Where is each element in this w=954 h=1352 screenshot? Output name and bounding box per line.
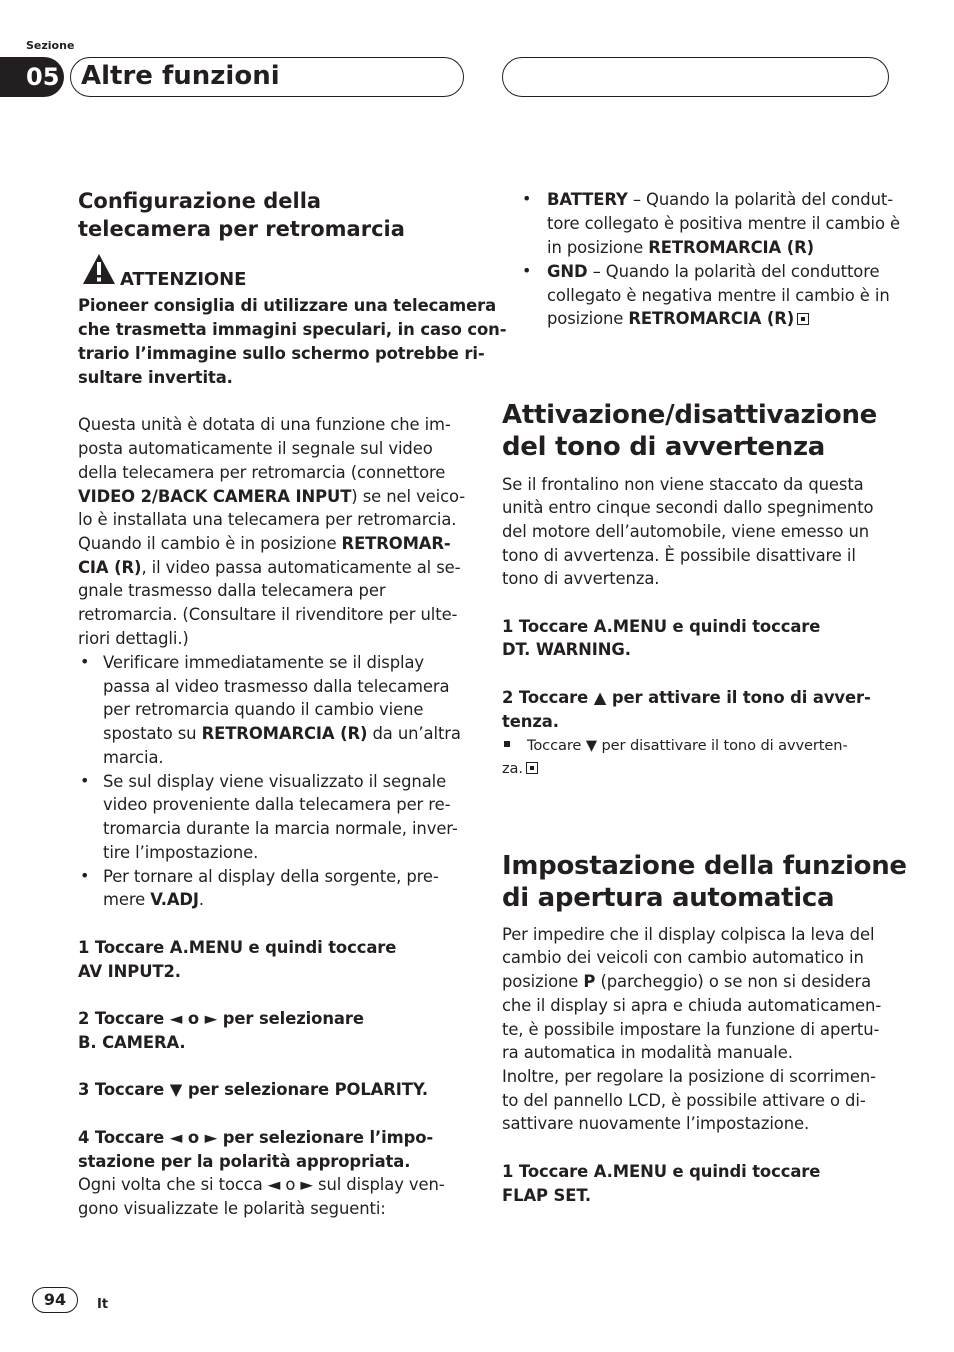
tone-step-2-line1: 2 Toccare ▲ per attivare il tono di avver- [502,688,871,707]
intro-line: della telecamera per retromarcia (connettore [78,463,446,482]
bullet-dot: • [80,771,90,790]
intro-line [78,485,465,509]
step-4-body: Ogni volta che si tocca ◄ o ► sul display ven- [78,1175,445,1194]
bullet-line: Se sul display viene visualizzato il segnale [103,772,447,791]
flap-line: te, è possibile impostare la funzione di apertu- [502,1020,880,1039]
section-title-box-empty [502,57,889,97]
intro-text: , il video passa automaticamente al se- [141,558,461,577]
gnd-line: collegato è negativa mentre il cambio è in [547,286,890,305]
step-2-line1: 2 Toccare ◄ o ► per selezionare [78,1009,364,1028]
section-number: 05 [0,57,64,97]
tone-line: del motore dell’automobile, viene emesso un [502,522,870,541]
flap-text: posizione [502,972,584,991]
tone-note-line: Toccare ▼ per disattivare il tono di avverten- [527,737,848,754]
warning-icon [82,253,116,285]
intro-text: ) se nel veico- [351,487,466,506]
gear-name: RETROMARCIA (R) [648,238,815,257]
flap-step-1-line1: 1 Toccare A.MENU e quindi toccare [502,1162,821,1181]
bullet-dot: • [522,261,532,280]
step-1-line1: 1 Toccare A.MENU e quindi toccare [78,938,397,957]
page-number: 94 [32,1287,78,1313]
intro-line: retromarcia. (Consultare il rivenditore per ulte- [78,605,458,624]
bullet-text: spostato su [103,724,202,743]
caution-line-4: sultare invertita. [78,368,233,387]
bullet-dot: • [80,652,90,671]
left-heading-line2: telecamera per retromarcia [78,217,405,241]
tone-step-1-line1: 1 Toccare A.MENU e quindi toccare [502,617,821,636]
bullet-line: per retromarcia quando il cambio viene [103,700,424,719]
flap-heading-line1: Impostazione della funzione [502,851,907,881]
bullet-text: . [198,890,205,909]
gear-name: RETROMARCIA (R) [201,724,368,743]
battery-text: – Quando la polarità del condut- [627,190,894,209]
intro-line [78,532,451,556]
intro-line: gnale trasmesso dalla telecamera per [78,581,386,600]
bullet-line [103,888,204,912]
tone-line: Se il frontalino non viene staccato da questa [502,475,864,494]
bullet-line: Per tornare al display della sorgente, pre- [103,867,439,886]
bullet-dot: • [80,866,90,885]
bullet-line: Verificare immediatamente se il display [103,653,425,672]
gear-name: P [583,972,596,991]
bullet-line: passa al video trasmesso dalla telecamera [103,677,450,696]
tone-heading-line2: del tono di avvertenza [502,432,826,462]
language-code: It [97,1297,109,1312]
tone-step-2-line2: tenza. [502,712,559,731]
battery-line [547,236,814,260]
battery-line [547,188,893,212]
flap-line: Per impedire che il display colpisca la leva del [502,925,875,944]
intro-line: Questa unità è dotata di una funzione che im- [78,415,451,434]
tone-line: tono di avvertenza. È possibile disattivare il [502,546,856,565]
flap-line: to del pannello LCD, è possibile attivare o di- [502,1091,866,1110]
step-3-line1: 3 Toccare ▼ per selezionare POLARITY. [78,1080,429,1099]
connector-name: VIDEO 2/BACK CAMERA INPUT [78,487,352,506]
flap-step-1-line2: FLAP SET. [502,1186,592,1205]
caution-line-2: che trasmetta immagini speculari, in caso con- [78,320,507,339]
gnd-text: posizione [547,309,629,328]
battery-text: in posizione [547,238,649,257]
caution-label: ATTENZIONE [120,269,247,290]
flap-line: sattivare nuovamente l’impostazione. [502,1114,810,1133]
section-title: Altre funzioni [70,57,464,97]
end-mark-icon [526,762,538,774]
tone-step-1-line2: DT. WARNING. [502,640,631,659]
step-4-body: gono visualizzate le polarità seguenti: [78,1199,386,1218]
gear-name: RETROMAR- [341,534,451,553]
step-1-line2: AV INPUT2. [78,962,181,981]
battery-line: tore collegato è positiva mentre il cambio è [547,214,900,233]
bullet-line: video proveniente dalla telecamera per re- [103,795,451,814]
polarity-name: GND [547,262,588,281]
flap-line: che il display si apra e chiuda automaticamen- [502,996,882,1015]
caution-line-1: Pioneer consiglia di utilizzare una telecamera [78,296,497,315]
flap-line: ra automatica in modalità manuale. [502,1043,793,1062]
polarity-name: BATTERY [547,190,628,209]
gear-name: CIA (R) [78,558,142,577]
intro-line: posta automaticamente il segnale sul video [78,439,433,458]
flap-line [502,970,871,994]
bullet-line: tromarcia durante la marcia normale, inver- [103,819,458,838]
gnd-line [547,260,880,284]
bullet-line [103,722,461,746]
intro-line: lo è installata una telecamera per retromarcia. [78,510,457,529]
bullet-line: marcia. [103,748,164,767]
section-label: Sezione [26,39,75,52]
intro-line: riori dettagli.) [78,629,189,648]
gnd-text: – Quando la polarità del conduttore [587,262,880,281]
tone-line: unità entro cinque secondi dallo spegnimento [502,498,874,517]
flap-text: (parcheggio) o se non si desidera [595,972,872,991]
gear-name: RETROMARCIA (R) [628,309,795,328]
key-name: V.ADJ [150,890,199,909]
bullet-text: da un’altra [367,724,461,743]
tone-note-line [502,757,538,781]
flap-line: Inoltre, per regolare la posizione di scorrimen- [502,1067,876,1086]
left-heading-line1: Configurazione della [78,189,322,213]
intro-line [78,556,460,580]
bullet-dot: • [522,189,532,208]
caution-line-3: trario l’immagine sullo schermo potrebbe ri- [78,344,485,363]
gnd-line [547,307,809,331]
tone-note-text: za. [502,760,523,777]
bullet-line: tire l’impostazione. [103,843,259,862]
flap-heading-line2: di apertura automatica [502,883,835,913]
tone-line: tono di avvertenza. [502,569,660,588]
step-4-line2: stazione per la polarità appropriata. [78,1152,411,1171]
tone-heading-line1: Attivazione/disattivazione [502,400,877,430]
flap-line: cambio dei veicoli con cambio automatico in [502,948,864,967]
end-mark-icon [797,313,809,325]
step-4-line1: 4 Toccare ◄ o ► per selezionare l’impo- [78,1128,434,1147]
note-square-icon [504,741,510,747]
intro-text: Quando il cambio è in posizione [78,534,342,553]
step-2-line2: B. CAMERA. [78,1033,186,1052]
bullet-text: mere [103,890,151,909]
